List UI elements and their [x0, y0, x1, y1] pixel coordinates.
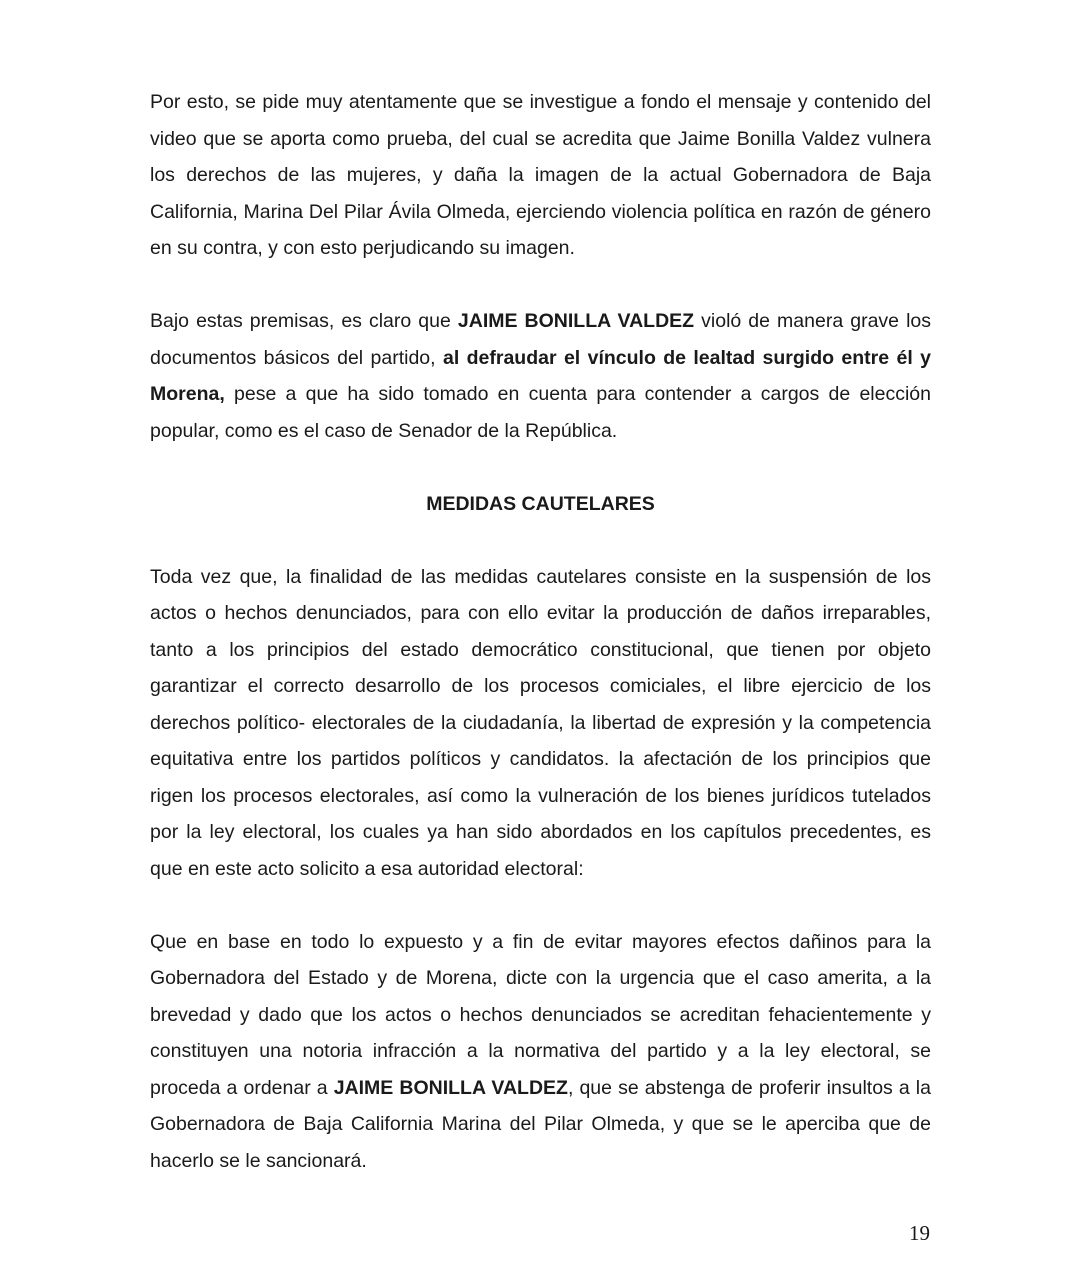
paragraph-premises	[150, 303, 931, 449]
paragraph-text: Que en base en todo lo expuesto y a fin de evitar mayores efectos dañinos para la Gobernadora del Estado y de Morena, dicte con la urgencia que el caso amerita, a la brevedad y dado que los actos o hechos denunciados se acreditan fehacientemente y constituyen una notoria infracción a la normativa del partido y a la ley electoral, se proceda a ordenar a	[150, 930, 931, 1099]
bold-name: JAIME BONILLA VALDEZ	[333, 1076, 568, 1099]
document-body	[150, 84, 931, 1179]
paragraph-investigation-request	[150, 84, 931, 267]
page-number: 19	[909, 1221, 930, 1245]
paragraph-text: pese a que ha sido tomado en cuenta para contender a cargos de elección popular, como es el caso de Senador de la República.	[150, 383, 931, 442]
paragraph-text: Toda vez que, la finalidad de las medidas cautelares consiste en la suspensión de los actos o hechos denunciados, para con ello evitar la producción de daños irreparables, tanto a los principios del estado democrático constitucional, que tienen por objeto garantizar el correcto desarrollo de los procesos comiciales, el libre ejercicio de los derechos político- electorales de la ciudadanía, la libertad de expresión y la competencia equitativa entre los partidos políticos y candidatos. la afectación de los principios que rigen los procesos electorales, así como la vulneración de los bienes jurídicos tutelados por la ley electoral, los cuales ya han sido abordados en los capítulos precedentes, es que en este acto solicito a esa autoridad electoral:	[150, 565, 931, 880]
bold-phrase: al defraudar el vínculo de lealtad surgido entre él y Morena,	[150, 346, 931, 405]
paragraph-text: violó de manera grave los documentos básicos del partido,	[150, 310, 931, 369]
paragraph-text: Por esto, se pide muy atentamente que se investigue a fondo el mensaje y contenido del video que se aporta como prueba, del cual se acredita que Jaime Bonilla Valdez vulnera los derechos de las mujeres, y daña la imagen de la actual Gobernadora de Baja California, Marina Del Pilar Ávila Olmeda, ejerciendo violencia política en razón de género en su contra, y con esto perjudicando su imagen.	[150, 91, 931, 259]
paragraph-request	[150, 924, 931, 1180]
section-heading: MEDIDAS CAUTELARES	[426, 492, 655, 515]
bold-name: JAIME BONILLA VALDEZ	[457, 310, 695, 332]
paragraph-text: , que se abstenga de proferir insultos a la Gobernadora de Baja California Marina del Pilar Olmeda, y que se le aperciba que de hacerlo se le sancionará.	[150, 1076, 931, 1172]
paragraph-precautionary-purpose	[150, 559, 931, 888]
paragraph-text: Bajo estas premisas, es claro que	[150, 310, 458, 332]
